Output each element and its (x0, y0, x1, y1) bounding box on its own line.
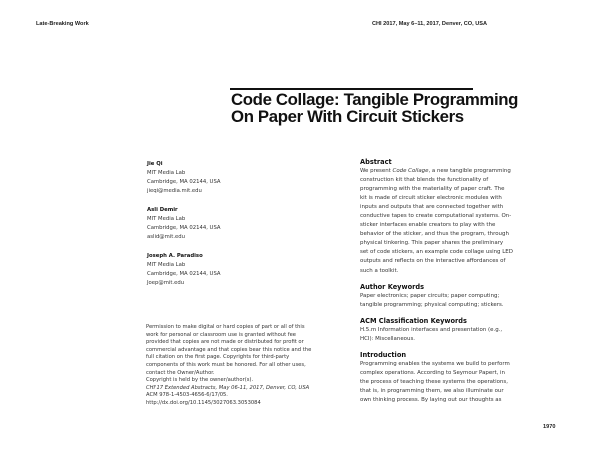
abstract-line: set of code stickers, an example code collage using LED (360, 249, 513, 256)
copyright-line: Permission to make digital or hard copies of part or all of this (146, 324, 305, 330)
keywords-line: tangible programming; physical computing; stickers. (360, 301, 504, 308)
abstract-line: physical tinkering. This paper shares the preliminary (360, 240, 504, 247)
abstract-line (360, 167, 580, 176)
copyright-line: full citation on the first page. Copyrights for third-party (146, 354, 290, 361)
copyright-line: Copyright is held by the owner/author(s). (146, 377, 254, 384)
abstract-line: inputs and outputs that are connected together with (360, 204, 504, 211)
copyright-line: components of this work must be honored. For all other uses, (146, 361, 306, 368)
system-name: Code Collage (392, 168, 429, 174)
author-address: Cambridge, MA 02144, USA (147, 225, 221, 232)
running-header-conference: CHI 2017, May 6–11, 2017, Denver, CO, USA (371, 21, 487, 27)
paper-title (231, 91, 531, 125)
author-email: jieqi@media.mit.edu (147, 188, 202, 195)
abstract-heading: Abstract (360, 158, 392, 166)
introduction-line: Programming enables the systems we build to perform (360, 360, 510, 367)
introduction-line: own thinking process. By laying out our thoughts as (360, 396, 502, 403)
introduction-heading: Introduction (360, 350, 407, 359)
author-name: Joseph A. Paradiso (147, 252, 203, 259)
copyright-acm: ACM 978-1-4503-4656-6/17/05. (146, 392, 228, 399)
copyright-line: provided that copies are not made or distributed for profit or (146, 339, 304, 346)
author-affiliation: MIT Media Lab (147, 170, 186, 177)
author-affiliation: MIT Media Lab (147, 215, 186, 222)
author-name: Asli Demir (147, 206, 178, 213)
paper-title-line-1: Code Collage: Tangible Programming (231, 90, 519, 109)
introduction-line: complex operations. According to Seymour Papert, in (360, 369, 506, 376)
main-column (360, 158, 580, 412)
copyright-doi-link[interactable]: http://dx.doi.org/10.1145/3027063.3053084 (146, 399, 261, 406)
author-address: Cambridge, MA 02144, USA (147, 270, 221, 277)
copyright-line: work for personal or classroom use is granted without fee (146, 331, 296, 338)
introduction-line: the process of teaching these systems the operations, (360, 378, 508, 385)
abstract-section (360, 158, 580, 276)
copyright-line: contact the Owner/Author. (146, 369, 215, 376)
abstract-text: , a new tangible programming (428, 168, 511, 174)
copyright-notice (146, 324, 352, 408)
author-keywords-heading: Author Keywords (360, 282, 425, 291)
introduction-line: that is, in programming them, we also illuminate our (360, 387, 504, 394)
introduction-section (360, 351, 580, 405)
copyright-line: commercial advantage and that copies bear this notice and the (146, 346, 312, 353)
copyright-venue: CHI'17 Extended Abstracts, May 06-11, 2017, Denver, CO, USA (146, 384, 310, 391)
keywords-line: Paper electronics; paper circuits; paper computing; (360, 292, 500, 299)
acm-keywords-section (360, 317, 580, 344)
abstract-line: sticker interfaces enable creators to play with the (360, 222, 496, 229)
author-list (147, 160, 347, 298)
abstract-text: We present (360, 168, 393, 174)
author-email: aslid@mit.edu (147, 234, 185, 241)
author-block (147, 206, 347, 242)
abstract-line: programming with the materiality of paper craft. The (360, 186, 505, 193)
acm-keywords-line: HCI): Miscellaneous. (360, 335, 416, 342)
abstract-line: conductive tapes to create computational systems. On- (360, 213, 512, 220)
page-number: 1970 (543, 424, 556, 430)
author-name: Jie Qi (147, 161, 163, 167)
author-keywords-section (360, 283, 580, 310)
acm-keywords-heading: ACM Classification Keywords (360, 316, 467, 325)
author-block (147, 252, 347, 288)
author-address: Cambridge, MA 02144, USA (147, 179, 221, 186)
abstract-line: behavior of the sticker, and thus the program, through (360, 231, 509, 238)
abstract-line: kit is made of circuit sticker electronic modules with (360, 195, 502, 202)
paper-title-line-2: On Paper With Circuit Stickers (231, 107, 464, 126)
author-affiliation: MIT Media Lab (147, 261, 186, 268)
running-header-track: Late-Breaking Work (36, 21, 89, 27)
abstract-line: construction kit that blends the functionality of (360, 177, 489, 184)
author-block (147, 160, 347, 196)
author-email: Joep@mit.edu (147, 280, 185, 287)
abstract-line: such a toolkit. (360, 267, 399, 274)
acm-keywords-line: H.5.m Information interfaces and presentation (e.g., (360, 326, 503, 333)
abstract-line: outputs and reflects on the interactive affordances of (360, 258, 506, 265)
